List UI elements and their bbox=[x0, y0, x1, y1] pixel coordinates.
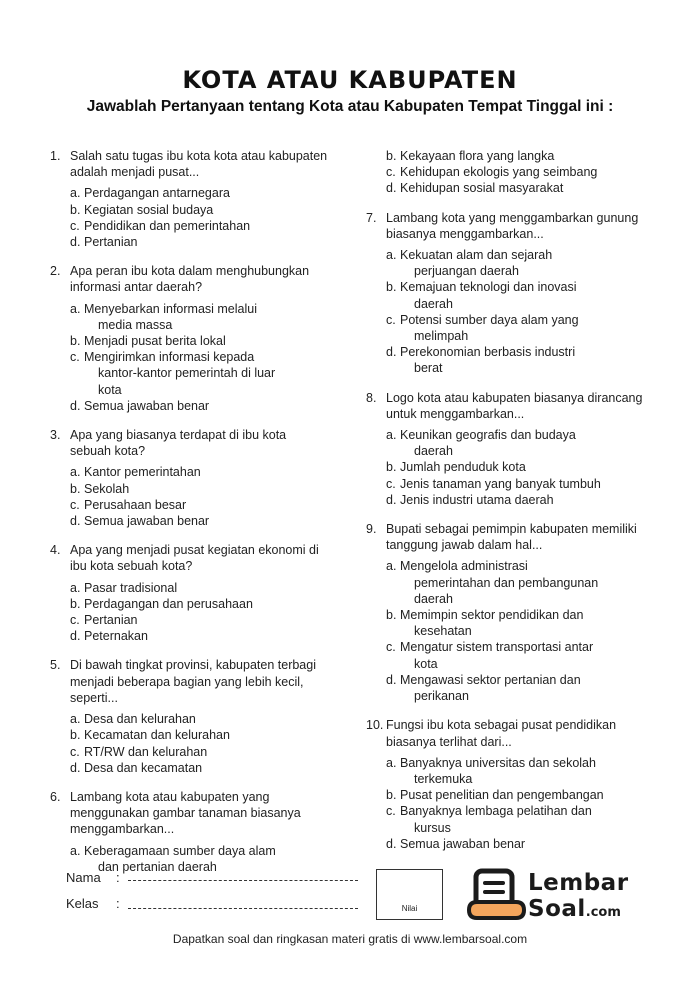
option-text-line: Keunikan geografis dan budaya bbox=[400, 428, 576, 443]
answer-option[interactable] bbox=[386, 164, 656, 180]
answer-option[interactable] bbox=[386, 312, 656, 344]
option-letter: d. bbox=[386, 345, 397, 360]
option-text-line: kesehatan bbox=[414, 624, 472, 639]
option-text-line: Banyaknya lembaga pelatihan dan bbox=[400, 804, 592, 819]
question-number: 8. bbox=[366, 390, 377, 405]
question-text-line: untuk menggambarkan... bbox=[386, 406, 525, 421]
option-text-line: perjuangan daerah bbox=[414, 264, 519, 279]
question-text-line: Salah satu tugas ibu kota kota atau kabupaten bbox=[70, 149, 328, 163]
answer-option[interactable] bbox=[386, 492, 656, 508]
option-letter: d. bbox=[70, 760, 81, 775]
option-letter: c. bbox=[386, 165, 396, 180]
option-letter: b. bbox=[386, 280, 397, 295]
answer-option[interactable] bbox=[70, 481, 340, 497]
option-letter: b. bbox=[386, 460, 397, 475]
answer-option[interactable] bbox=[386, 279, 656, 311]
answer-option[interactable] bbox=[386, 639, 656, 671]
class-field bbox=[66, 896, 128, 911]
option-text-line: pemerintahan dan pembangunan bbox=[414, 575, 599, 590]
option-letter: c. bbox=[70, 613, 80, 628]
question-number: 2. bbox=[50, 264, 61, 279]
question-text bbox=[70, 148, 340, 180]
option-text-line: Kekuatan alam dan sejarah bbox=[400, 248, 553, 263]
question-text-line: seperti... bbox=[70, 690, 118, 705]
option-text-line: Jenis industri utama daerah bbox=[400, 492, 554, 507]
option-text-line: Kekayaan flora yang langka bbox=[400, 149, 555, 163]
question-number: 3. bbox=[50, 428, 61, 443]
option-letter: a. bbox=[70, 465, 81, 480]
option-letter: a. bbox=[70, 301, 81, 316]
option-letter: a. bbox=[70, 712, 81, 727]
option-letter: c. bbox=[386, 804, 396, 819]
option-letter: b. bbox=[70, 728, 81, 743]
question-text-line: adalah menjadi pusat... bbox=[70, 165, 200, 180]
question-number: 6. bbox=[50, 789, 61, 804]
question-text bbox=[70, 657, 340, 706]
question-number: 1. bbox=[50, 149, 61, 163]
question-text-line: Bupati sebagai pemimpin kabupaten memiliki bbox=[386, 522, 637, 537]
answer-option[interactable] bbox=[386, 787, 656, 803]
logo-word-soal bbox=[528, 896, 621, 922]
option-text-line: Mengawasi sektor pertanian dan bbox=[400, 672, 581, 687]
option-text-line: Kemajuan teknologi dan inovasi bbox=[400, 280, 577, 295]
answer-option[interactable] bbox=[70, 234, 340, 250]
option-text-line: Kehidupan sosial masyarakat bbox=[400, 181, 564, 196]
option-letter: c. bbox=[386, 640, 396, 655]
option-text-line: Pertanian bbox=[84, 235, 138, 250]
question-number: 5. bbox=[50, 658, 61, 673]
option-text-line: Menjadi pusat berita lokal bbox=[84, 334, 226, 349]
option-text-line: Desa dan kelurahan bbox=[84, 712, 196, 727]
option-text-line: Mengirimkan informasi kepada bbox=[84, 350, 255, 365]
option-letter: a. bbox=[386, 559, 397, 574]
score-label: Nilai bbox=[401, 904, 418, 913]
option-letter: d. bbox=[386, 836, 397, 851]
option-text-line: Mengelola administrasi bbox=[400, 559, 528, 574]
option-letter: d. bbox=[386, 181, 397, 196]
option-text-line: kota bbox=[98, 382, 122, 397]
name-field bbox=[66, 870, 128, 885]
question-text bbox=[70, 427, 340, 459]
option-text-line: Kecamatan dan kelurahan bbox=[84, 728, 230, 743]
answer-option[interactable] bbox=[70, 333, 340, 349]
option-text-line: daerah bbox=[414, 591, 453, 606]
answer-option[interactable] bbox=[70, 398, 340, 414]
option-letter: d. bbox=[70, 514, 81, 529]
answer-option[interactable] bbox=[386, 803, 656, 835]
option-letter: c. bbox=[70, 497, 80, 512]
name-colon: : bbox=[116, 870, 120, 885]
option-text-line: kota bbox=[414, 656, 438, 671]
answer-option[interactable] bbox=[386, 148, 656, 164]
answer-option[interactable] bbox=[386, 459, 656, 475]
option-letter: d. bbox=[70, 629, 81, 644]
answer-option[interactable] bbox=[70, 711, 340, 727]
question bbox=[366, 390, 656, 508]
option-text-line: Menyebarkan informasi melalui bbox=[84, 301, 257, 316]
option-text-line: berat bbox=[414, 361, 443, 376]
option-text-line: Pendidikan dan pemerintahan bbox=[84, 218, 251, 233]
option-text-line: terkemuka bbox=[414, 771, 473, 786]
option-text-line: dan pertanian daerah bbox=[98, 859, 217, 874]
answer-option[interactable] bbox=[70, 301, 340, 333]
option-text-line: Semua jawaban benar bbox=[84, 514, 210, 529]
option-letter: c. bbox=[70, 350, 80, 365]
option-text-line: kursus bbox=[414, 820, 451, 835]
option-letter: d. bbox=[70, 398, 81, 413]
answer-option[interactable] bbox=[70, 580, 340, 596]
question-text-line: Apa yang menjadi pusat kegiatan ekonomi di bbox=[70, 543, 319, 558]
document-scroll-icon bbox=[466, 868, 526, 924]
option-letter: a. bbox=[70, 580, 81, 595]
question-text bbox=[70, 789, 340, 838]
logo-word-lembar: Lembar bbox=[528, 870, 629, 896]
question-number: 10. bbox=[366, 718, 384, 733]
class-input-line[interactable] bbox=[128, 908, 358, 909]
option-letter: b. bbox=[70, 334, 81, 349]
option-letter: b. bbox=[386, 788, 397, 803]
question bbox=[366, 521, 656, 704]
footer-note: Dapatkan soal dan ringkasan materi gratis di www.lembarsoal.com bbox=[172, 932, 528, 946]
question-text-line: tanggung jawab dalam hal... bbox=[386, 538, 543, 553]
answer-option[interactable] bbox=[70, 744, 340, 760]
answer-option[interactable] bbox=[70, 760, 340, 776]
option-text-line: Pertanian bbox=[84, 613, 138, 628]
question-text-line: ibu kota sebuah kota? bbox=[70, 559, 193, 574]
question-text-line: Di bawah tingkat provinsi, kabupaten terbagi bbox=[70, 658, 316, 673]
option-text-line: melimpah bbox=[414, 329, 469, 344]
question bbox=[50, 263, 340, 414]
answer-option[interactable] bbox=[70, 596, 340, 612]
question-text-line: menggunakan gambar tanaman biasanya bbox=[70, 806, 301, 821]
worksheet-title: KOTA ATAU KABUPATEN bbox=[182, 66, 518, 94]
question-text-line: sebuah kota? bbox=[70, 444, 146, 459]
option-letter: c. bbox=[386, 476, 396, 491]
question bbox=[366, 210, 656, 377]
option-text-line: Semua jawaban benar bbox=[400, 836, 526, 851]
option-text-line: daerah bbox=[414, 444, 453, 459]
option-text-line: Banyaknya universitas dan sekolah bbox=[400, 755, 596, 770]
option-letter: b. bbox=[386, 149, 397, 163]
option-text-line: Peternakan bbox=[84, 629, 148, 644]
answer-option[interactable] bbox=[70, 497, 340, 513]
class-colon: : bbox=[116, 896, 120, 911]
option-text-line: Kehidupan ekologis yang seimbang bbox=[400, 165, 598, 180]
answer-option[interactable] bbox=[70, 628, 340, 644]
question bbox=[50, 427, 340, 529]
option-letter: a. bbox=[386, 755, 397, 770]
question-text-line: Logo kota atau kabupaten biasanya dirancang bbox=[386, 390, 643, 405]
logo-soal-text: Soal bbox=[528, 896, 586, 922]
question-text bbox=[70, 263, 340, 295]
question-text-line: informasi antar daerah? bbox=[70, 280, 203, 295]
option-text-line: Jumlah penduduk kota bbox=[400, 460, 526, 475]
questions-right-column bbox=[366, 148, 656, 865]
option-letter: b. bbox=[70, 481, 81, 496]
option-text-line: Perdagangan antarnegara bbox=[84, 186, 230, 201]
name-label: Nama bbox=[66, 870, 101, 885]
score-box[interactable] bbox=[376, 869, 443, 920]
question-text-line: Fungsi ibu kota sebagai pusat pendidikan bbox=[386, 718, 617, 733]
option-letter: a. bbox=[70, 186, 81, 201]
option-text-line: media massa bbox=[98, 317, 173, 332]
question-text-line: biasanya terlihat dari... bbox=[386, 734, 512, 749]
answer-option[interactable] bbox=[70, 513, 340, 529]
option-text-line: Desa dan kecamatan bbox=[84, 760, 203, 775]
question-text-line: Apa peran ibu kota dalam menghubungkan bbox=[70, 264, 310, 279]
answer-option[interactable] bbox=[386, 672, 656, 704]
option-letter: d. bbox=[386, 672, 397, 687]
question-text bbox=[386, 210, 656, 242]
option-text-line: Pasar tradisional bbox=[84, 580, 178, 595]
answer-option[interactable] bbox=[386, 344, 656, 376]
option-text-line: Keberagamaan sumber daya alam bbox=[84, 843, 276, 858]
answer-option[interactable] bbox=[70, 185, 340, 201]
answer-option[interactable] bbox=[386, 247, 656, 279]
question bbox=[50, 542, 340, 644]
option-text-line: Jenis tanaman yang banyak tumbuh bbox=[400, 476, 601, 491]
answer-option[interactable] bbox=[70, 612, 340, 628]
question-number: 7. bbox=[366, 210, 377, 225]
answer-option[interactable] bbox=[70, 202, 340, 218]
option-text-line: Sekolah bbox=[84, 481, 130, 496]
answer-option[interactable] bbox=[386, 427, 656, 459]
option-letter: d. bbox=[386, 492, 397, 507]
option-text-line: Memimpin sektor pendidikan dan bbox=[400, 608, 584, 623]
option-letter: c. bbox=[386, 312, 396, 327]
answer-option[interactable] bbox=[386, 755, 656, 787]
question-text bbox=[386, 521, 656, 553]
option-text-line: daerah bbox=[414, 296, 453, 311]
question-text bbox=[70, 542, 340, 574]
question bbox=[366, 717, 656, 852]
answer-option[interactable] bbox=[386, 476, 656, 492]
option-text-line: Mengatur sistem transportasi antar bbox=[400, 640, 594, 655]
option-letter: b. bbox=[70, 596, 81, 611]
answer-option[interactable] bbox=[386, 836, 656, 852]
question-number: 4. bbox=[50, 543, 61, 558]
question bbox=[50, 657, 340, 775]
answer-option[interactable] bbox=[386, 607, 656, 639]
question-text-line: menggambarkan... bbox=[70, 822, 175, 837]
option-text-line: Kantor pemerintahan bbox=[84, 465, 201, 480]
question-text-line: Apa yang biasanya terdapat di ibu kota bbox=[70, 428, 287, 443]
question-text-line: Lambang kota yang menggambarkan gunung bbox=[386, 210, 639, 225]
option-text-line: perikanan bbox=[414, 689, 469, 704]
option-text-line: Perekonomian berbasis industri bbox=[400, 345, 576, 360]
name-input-line[interactable] bbox=[128, 880, 358, 881]
question-number: 9. bbox=[366, 522, 377, 537]
option-text-line: Potensi sumber daya alam yang bbox=[400, 312, 579, 327]
option-text-line: Semua jawaban benar bbox=[84, 398, 210, 413]
answer-option[interactable] bbox=[70, 218, 340, 234]
answer-option[interactable] bbox=[386, 180, 656, 196]
answer-option[interactable] bbox=[386, 558, 656, 607]
question-text bbox=[386, 717, 656, 749]
option-letter: c. bbox=[70, 744, 80, 759]
answer-option[interactable] bbox=[70, 727, 340, 743]
option-letter: d. bbox=[70, 235, 81, 250]
answer-option[interactable] bbox=[70, 464, 340, 480]
question-text-line: Lambang kota atau kabupaten yang bbox=[70, 789, 270, 804]
logo-suffix: .com bbox=[585, 905, 621, 920]
option-letter: a. bbox=[386, 248, 397, 263]
worksheet-instructions: Jawablah Pertanyaan tentang Kota atau Kabupaten Tempat Tinggal ini : bbox=[86, 98, 614, 115]
option-letter: b. bbox=[70, 202, 81, 217]
question bbox=[50, 148, 340, 250]
option-letter: c. bbox=[70, 218, 80, 233]
question bbox=[50, 789, 340, 875]
option-letter: a. bbox=[386, 428, 397, 443]
questions-left-column bbox=[50, 148, 340, 888]
lembarsoal-logo bbox=[466, 868, 629, 924]
option-letter: a. bbox=[70, 843, 81, 858]
option-text-line: Pusat penelitian dan pengembangan bbox=[400, 788, 604, 803]
option-text-line: RT/RW dan kelurahan bbox=[84, 744, 208, 759]
class-label: Kelas bbox=[66, 896, 99, 911]
option-text-line: kantor-kantor pemerintah di luar bbox=[98, 366, 276, 381]
option-text-line: Perdagangan dan perusahaan bbox=[84, 596, 253, 611]
answer-option[interactable] bbox=[70, 349, 340, 398]
question-text-line: biasanya menggambarkan... bbox=[386, 226, 544, 241]
question-text bbox=[386, 390, 656, 422]
option-letter: b. bbox=[386, 608, 397, 623]
option-text-line: Kegiatan sosial budaya bbox=[84, 202, 214, 217]
option-text-line: Perusahaan besar bbox=[84, 497, 187, 512]
question-text-line: menjadi beberapa bagian yang lebih kecil, bbox=[70, 674, 304, 689]
question bbox=[366, 148, 656, 197]
